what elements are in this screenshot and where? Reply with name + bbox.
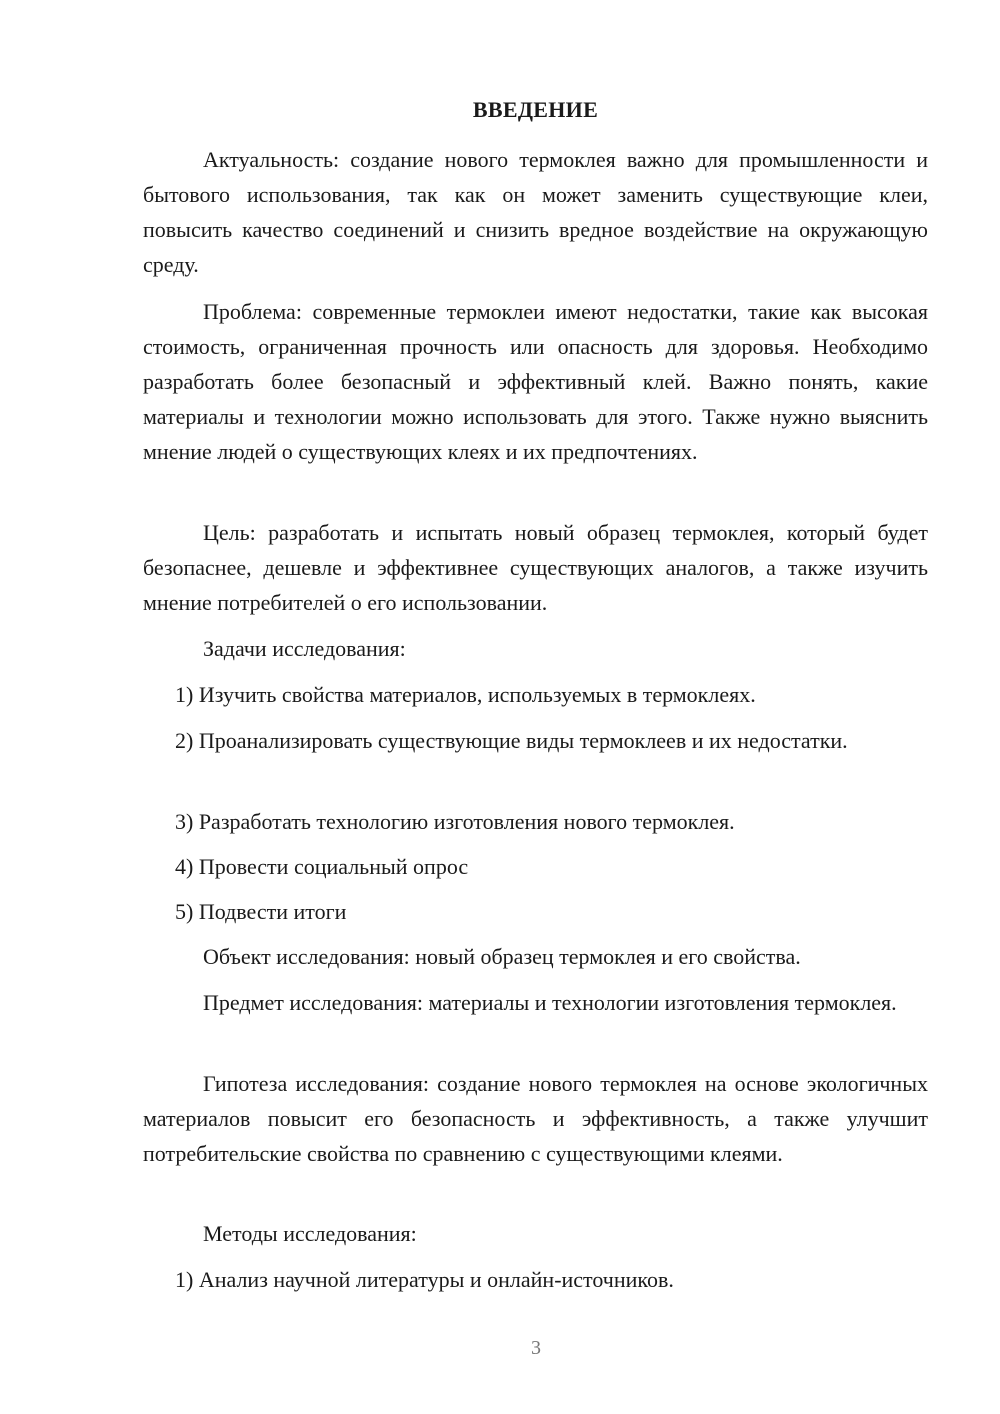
paragraph-problem: Проблема: современные термоклеи имеют недостатки, такие как высокая стоимость, ограниченная прочность или опасность для здоровья. Необходимо разработать более безопасный и эффективный клей. Важно понять, какие материалы и технологии можно использовать для этого. Также нужно выяснить мнение людей о существующих клеях и их предпочтениях. [143,299,928,464]
task-item-1: 1) Изучить свойства материалов, используемых в термоклеях. [175,682,756,707]
paragraph-tasks-title: Задачи исследования: [203,636,406,661]
task-item-3: 3) Разработать технологию изготовления нового термоклея. [175,809,735,834]
paragraph-subject: Предмет исследования: материалы и технологии изготовления термоклея. [203,990,897,1015]
task-item-4: 4) Провести социальный опрос [175,854,469,879]
task-item-2: 2) Проанализировать существующие виды термоклеев и их недостатки. [175,728,848,753]
task-item-5: 5) Подвести итоги [175,899,347,924]
page-number: 3 [531,1337,541,1359]
section-heading: ВВЕДЕНИЕ [472,97,599,122]
paragraph-hypothesis: Гипотеза исследования: создание нового термоклея на основе экологичных материалов повысит его безопасность и эффективность, а также улучшит потребительские свойства по сравнению с существующими клеями. [143,1071,928,1166]
paragraph-relevance: Актуальность: создание нового термоклея важно для промышленности и бытового использования, так как он может заменить существующие клеи, повысить качество соединений и снизить вредное воздействие на окружающую среду. [143,147,928,277]
paragraph-methods-title: Методы исследования: [203,1221,417,1246]
paragraph-object: Объект исследования: новый образец термоклея и его свойства. [203,944,801,969]
method-item-1: 1) Анализ научной литературы и онлайн-источников. [175,1267,674,1292]
paragraph-goal: Цель: разработать и испытать новый образец термоклея, который будет безопаснее, дешевле и эффективнее существующих аналогов, а также изучить мнение потребителей о его использовании. [143,520,928,615]
